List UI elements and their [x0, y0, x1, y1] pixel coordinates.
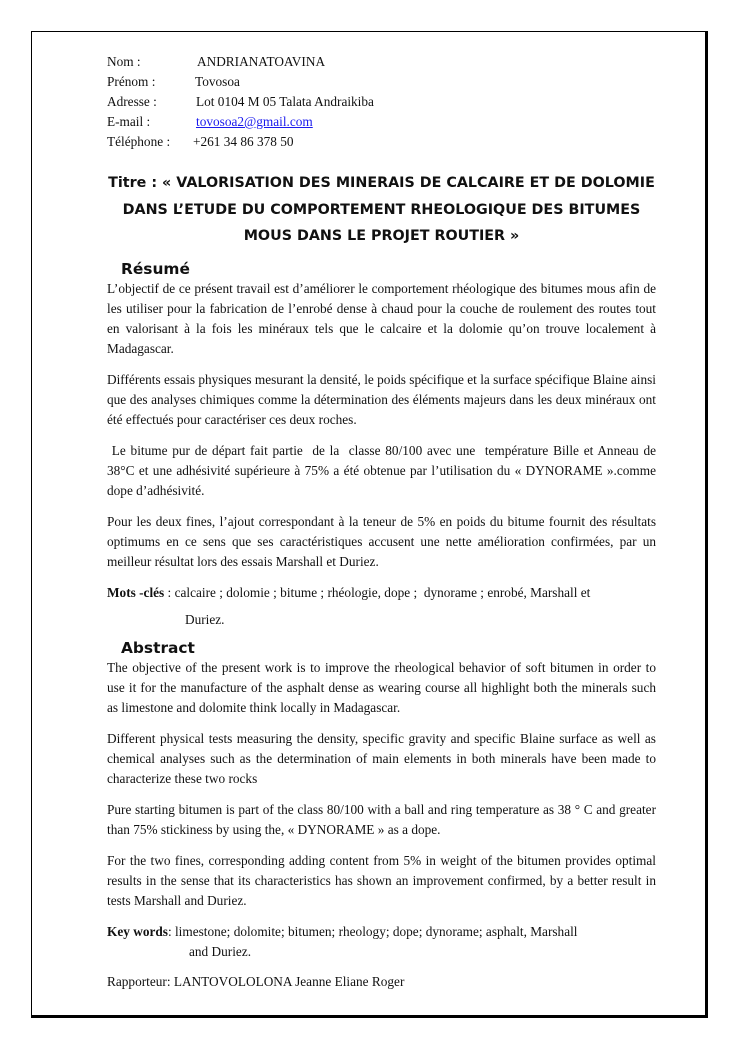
document-body	[107, 52, 660, 992]
prenom-value: Tovosoa	[195, 74, 240, 89]
author-info	[107, 52, 656, 152]
resume-paragraph-3: Le bitume pur de départ fait partie de la classe 80/100 avec une température Bille et Anneau de 38°C et une adhésivité supérieure à 75% a été obtenue par l’utilisation du « DYNORAME ».comme dope d’adhésivité.	[107, 442, 660, 498]
adresse-label: Adresse :	[107, 94, 157, 109]
resume-paragraph-1: L’objectif de ce présent travail est d’améliorer le comportement rhéologique des bitumes mous afin de les utiliser pour la fabrication de l’enrobé dense à chaud pour la couche de roulement des routes tout en valorisant à la fois les minéraux tels que le calcaire et la dolomie qu’on trouve localement à Madagascar.	[107, 280, 656, 356]
document-title	[107, 170, 656, 250]
email-row	[107, 112, 656, 132]
abstract-paragraph-3: Pure starting bitumen is part of the class 80/100 with a ball and ring temperature as 38 ° C and greater than 75% stickiness by using the, « DYNORAME » as a dope.	[107, 801, 656, 837]
abstract-paragraph-4: For the two fines, corresponding adding content from 5% in weight of the bitumen provides optimal results in the sense that its characteristics has shown an improvement confirmed, by a better result in tests Marshall and Duriez.	[107, 852, 656, 908]
telephone-value: +261 34 86 378 50	[193, 134, 294, 149]
title-line-2: DANS L’ETUDE DU COMPORTEMENT RHEOLOGIQUE DES BITUMES	[122, 201, 641, 218]
email-link[interactable]: tovosoa2@gmail.com	[196, 114, 313, 129]
title-line-3: MOUS DANS LE PROJET ROUTIER »	[243, 228, 520, 244]
abstract-paragraph-1: The objective of the present work is to improve the rheological behavior of soft bitumen in order to use it for the manufacture of the asphalt dense as wearing course all highlight both the minerals such as limestone and dolomite think locally in Madagascar.	[107, 659, 656, 715]
resume-paragraph-2: Différents essais physiques mesurant la densité, le poids spécifique et la surface spécifique Blaine ainsi que des analyses chimiques comme la détermination des éléments majeurs dans les deux minéraux ont été effectués pour caractériser ces deux roches.	[107, 371, 656, 427]
prenom-label: Prénom :	[107, 74, 156, 89]
resume-keywords-line-1	[107, 583, 656, 603]
resume-keywords-list: : calcaire ; dolomie ; bitume ; rhéologie, dope ; dynorame ; enrobé, Marshall et	[164, 584, 591, 600]
title-line-1: Titre : « VALORISATION DES MINERAIS DE CALCAIRE ET DE DOLOMIE	[108, 175, 655, 191]
nom-row	[107, 52, 656, 72]
telephone-row	[107, 132, 656, 152]
abstract-heading: Abstract	[121, 638, 195, 657]
telephone-label: Téléphone :	[107, 134, 171, 149]
resume-keywords-line-2: Duriez.	[185, 611, 225, 627]
adresse-value: Lot 0104 M 05 Talata Andraikiba	[196, 94, 374, 109]
abstract-keywords-list: : limestone; dolomite; bitumen; rheology; dope; dynorame; asphalt, Marshall	[167, 923, 578, 939]
abstract-keywords-line-2: and Duriez.	[189, 943, 252, 959]
email-label: E-mail :	[107, 114, 151, 129]
abstract-keywords	[107, 922, 656, 962]
abstract-paragraph-2: Different physical tests measuring the density, specific gravity and specific Blaine surface as well as chemical analyses such as the determination of main elements in both minerals have been made to characterize these two rocks	[107, 730, 656, 786]
resume-keywords-label: Mots -clés	[107, 584, 165, 600]
prenom-row	[107, 72, 656, 92]
resume-keywords	[107, 583, 656, 630]
abstract-keywords-line-1	[107, 922, 656, 942]
nom-label: Nom :	[107, 54, 141, 69]
resume-heading: Résumé	[121, 259, 190, 278]
abstract-keywords-label: Key words	[107, 923, 168, 939]
resume-paragraph-4: Pour les deux fines, l’ajout correspondant à la teneur de 5% en poids du bitume fournit des résultats optimums en ce sens que ses caractéristiques accusent une nette amélioration confirmées, par un meilleur résultat lors des essais Marshall et Duriez.	[107, 513, 656, 569]
adresse-row	[107, 92, 656, 112]
nom-value: ANDRIANATOAVINA	[197, 54, 326, 69]
rapporteur: Rapporteur: LANTOVOLOLONA Jeanne Eliane Roger	[107, 973, 405, 989]
